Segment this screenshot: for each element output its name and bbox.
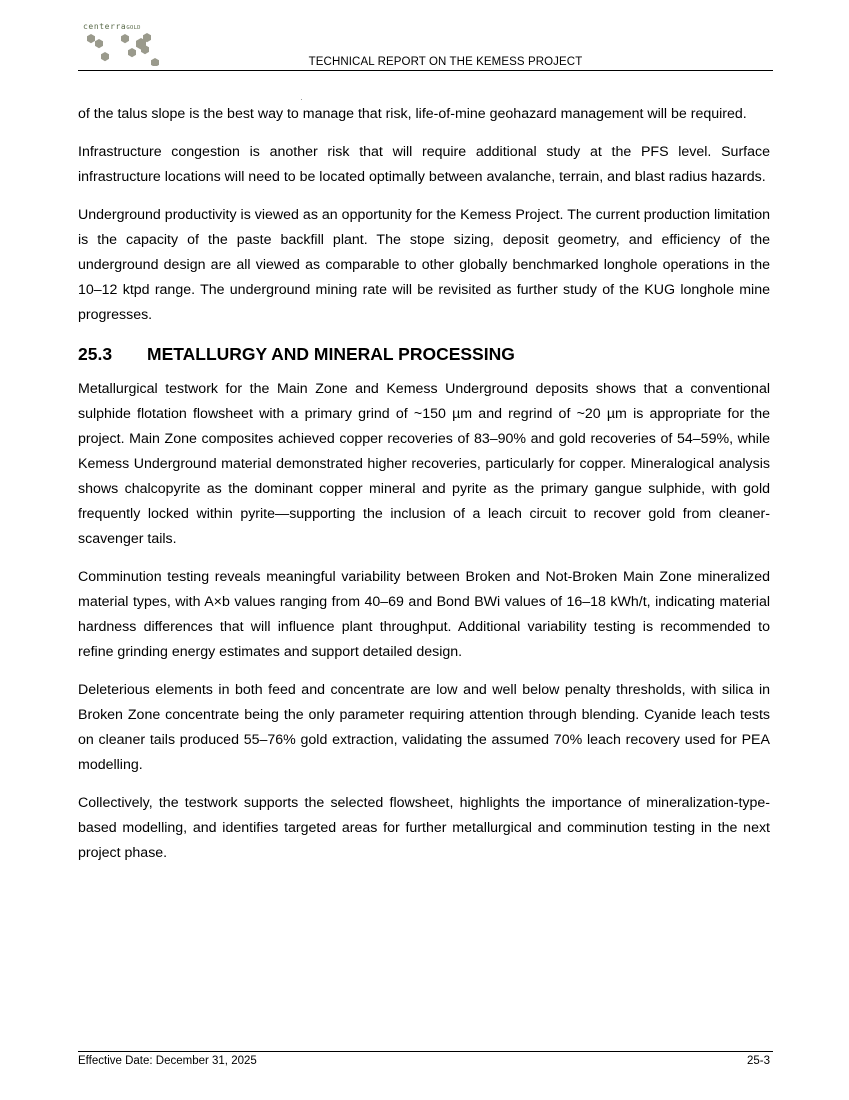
page-body <box>78 102 770 879</box>
paragraph-deleterious-elements: Deleterious elements in both feed and concentrate are low and well below penalty thresholds, with silica in Broken Zone concentrate being the only parameter requiring attention through blending. Cyanide leach tests on cleaner tails produced 55–76% gold extraction, validating the assumed 70% leach recovery used for PEA modelling. <box>78 682 770 773</box>
paragraph-comminution: Comminution testing reveals meaningful variability between Broken and Not-Broken Main Zone mineralized material types, with A×b values ranging from 40–69 and Bond BWi values of 16–18 kWh/t, indicating material hardness differences that will influence plant throughput. Additional variability testing is recommended to refine grinding energy estimates and support detailed design. <box>78 569 770 660</box>
report-title: TECHNICAL REPORT ON THE KEMESS PROJECT <box>308 56 583 68</box>
effective-date: Effective Date: December 31, 2025 <box>78 1055 257 1067</box>
logo-text-small: GOLD <box>126 25 141 31</box>
page-footer <box>78 1051 773 1067</box>
paragraph-underground-productivity: Underground productivity is viewed as an opportunity for the Kemess Project. The current production limitation is the capacity of the paste backfill plant. The stope sizing, deposit geometry, and efficiency of the underground design are all viewed as comparable to other globally benchmarked longhole operations in the 10–12 ktpd range. The underground mining rate will be revisited as further study of the KUG longhole mine progresses. <box>78 207 770 323</box>
section-title: METALLURGY AND MINERAL PROCESSING <box>147 344 515 364</box>
section-number: 25.3 <box>78 344 113 364</box>
scan-speck <box>301 99 302 100</box>
logo-wordmark <box>83 22 141 31</box>
page-number: 25-3 <box>746 1055 770 1067</box>
logo-text-main: centerra <box>83 22 127 31</box>
page-header <box>78 20 773 71</box>
paragraph-infrastructure: Infrastructure congestion is another risk that will require additional study at the PFS level. Surface infrastructure locations will need to be located optimally between avalanche, terrain, and blast radius hazards. <box>78 144 770 185</box>
paragraph-talus-slope: of the talus slope is the best way to manage that risk, life-of-mine geohazard management will be required. <box>78 106 747 122</box>
paragraph-conclusion: Collectively, the testwork supports the selected flowsheet, highlights the importance of mineralization-type-based modelling, and identifies targeted areas for further metallurgical and comminution testing in the next project phase. <box>78 795 770 861</box>
paragraph-metallurgical-testwork: Metallurgical testwork for the Main Zone and Kemess Underground deposits shows that a conventional sulphide flotation flowsheet with a primary grind of ~150 µm and regrind of ~20 µm is appropriate for the project. Main Zone composites achieved copper recoveries of 83–90% and gold recoveries of 54–59%, while Kemess Underground material demonstrated higher recoveries, particularly for copper. Mineralogical analysis shows chalcopyrite as the dominant copper mineral and pyrite as the primary gangue sulphide, with gold frequently locked within pyrite—supporting the inclusion of a leach circuit to recover gold from cleaner-scavenger tails. <box>78 381 770 547</box>
section-heading <box>78 341 770 367</box>
